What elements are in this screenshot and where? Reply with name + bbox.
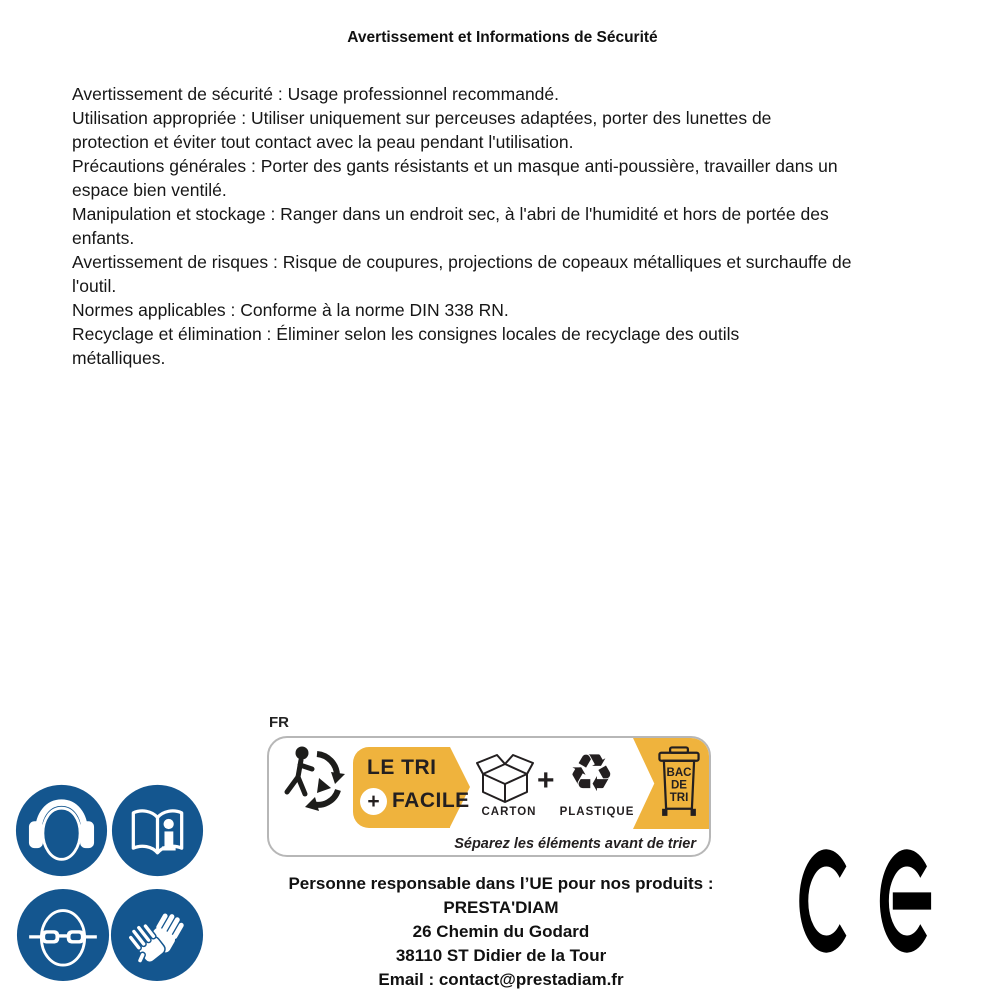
country-code-label: FR — [269, 714, 289, 731]
plastique-label: PLASTIQUE — [559, 806, 635, 818]
contact-email: Email : contact@prestadiam.fr — [378, 970, 624, 989]
plus-circle-icon: + — [360, 788, 387, 815]
safety-text-block — [72, 82, 982, 370]
sort-tagline: Séparez les éléments avant de trier — [454, 836, 696, 852]
plus-sign: + — [537, 764, 555, 797]
le-tri-facile-badge — [353, 747, 471, 828]
company-name: PRESTA'DIAM — [443, 898, 559, 917]
carton-box-icon — [475, 750, 535, 806]
le-tri-label: LE TRI — [367, 756, 437, 779]
safety-text-line: l'outil. — [72, 276, 117, 296]
safety-text-line: Avertissement de sécurité : Usage professionnel recommandé. — [72, 84, 560, 104]
page-title: Avertissement et Informations de Sécurité — [347, 29, 658, 46]
safety-text-line: espace bien ventilé. — [72, 180, 227, 200]
bac-de-tri-bin-icon — [655, 743, 703, 823]
recycling-label — [267, 714, 713, 857]
gloves-icon — [110, 888, 204, 982]
svg-text:TRI: TRI — [669, 791, 689, 804]
safety-text-line: Avertissement de risques : Risque de coupures, projections de copeaux métalliques et surchauffe de — [72, 252, 852, 272]
contact-line: Personne responsable dans l’UE pour nos produits : — [288, 874, 714, 893]
responsible-person-block — [250, 872, 752, 992]
carton-label: CARTON — [481, 806, 537, 818]
triman-icon — [279, 744, 351, 820]
read-manual-icon — [111, 784, 204, 877]
recycling-label-box — [267, 736, 711, 857]
svg-text:BAC: BAC — [666, 766, 692, 779]
address-line: 38110 ST Didier de la Tour — [395, 946, 607, 965]
safety-text-line: Recyclage et élimination : Éliminer selon les consignes locales de recyclage des outils — [72, 324, 740, 344]
safety-text-line: Précautions générales : Porter des gants résistants et un masque anti-poussière, travailler dans un — [72, 156, 838, 176]
svg-text:DE: DE — [670, 779, 688, 792]
bac-de-tri-zone — [633, 738, 709, 829]
safety-text-line: métalliques. — [72, 348, 166, 368]
safety-text-line: enfants. — [72, 228, 135, 248]
plastique-recycling-icon: ♻ — [568, 745, 615, 803]
ear-protection-icon — [15, 784, 108, 877]
safety-text-line: Normes applicables : Conforme à la norme DIN 338 RN. — [72, 300, 509, 320]
address-line: 26 Chemin du Godard — [412, 922, 590, 941]
safety-text-line: protection et éviter tout contact avec la peau pendant l'utilisation. — [72, 132, 574, 152]
safety-text-line: Utilisation appropriée : Utiliser uniquement sur perceuses adaptées, porter des lunettes de — [72, 108, 772, 128]
ce-mark-icon — [797, 845, 939, 957]
safety-text-line: Manipulation et stockage : Ranger dans un endroit sec, à l'abri de l'humidité et hors de portée des — [72, 204, 829, 224]
facile-label: FACILE — [392, 789, 470, 812]
eye-protection-icon — [16, 888, 110, 982]
